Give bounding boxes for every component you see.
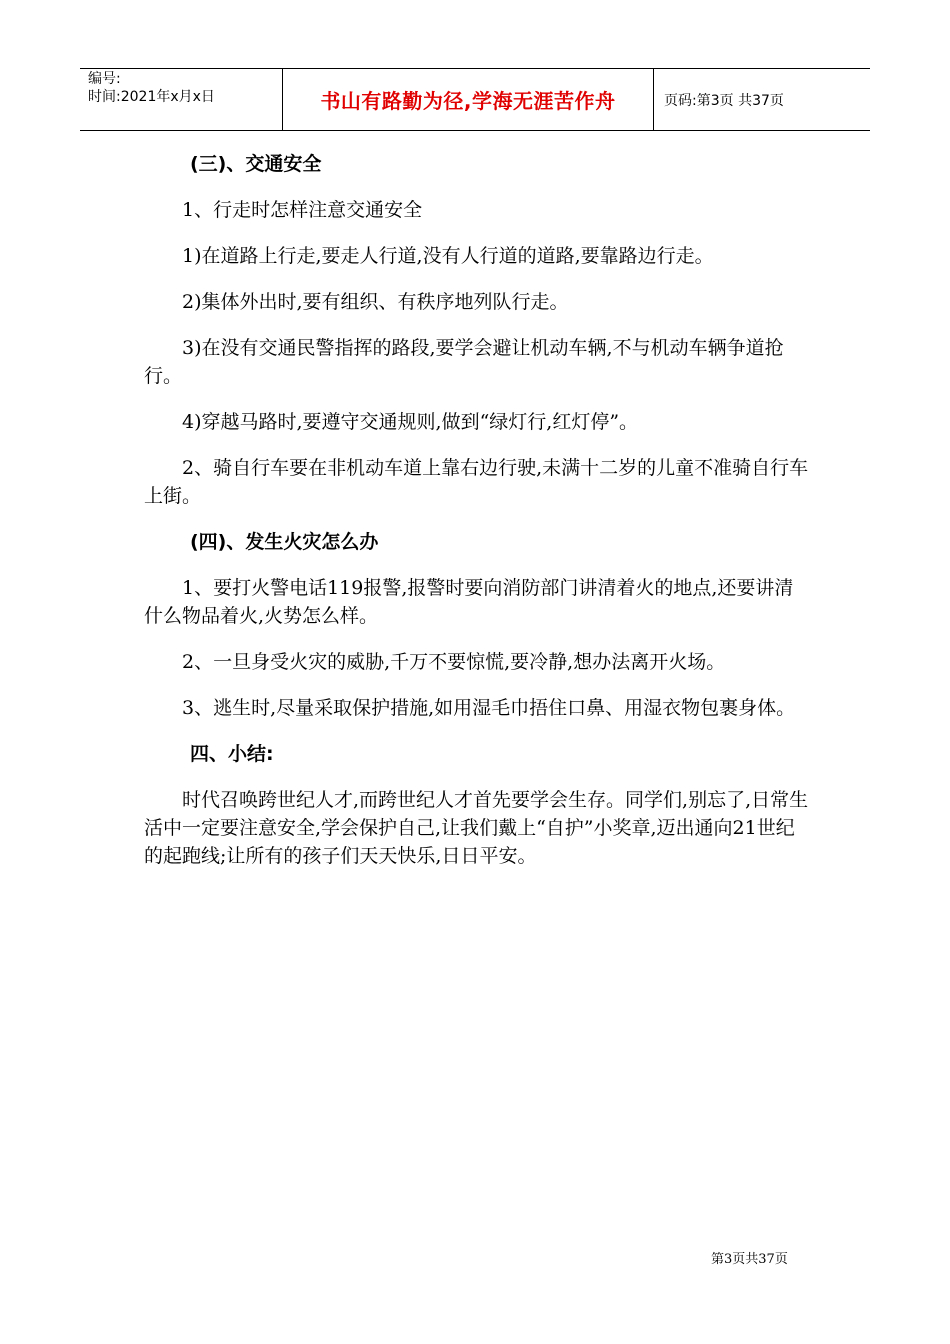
- paragraph: 3、逃生时,尽量采取保护措施,如用湿毛巾捂住口鼻、用湿衣物包裹身体。: [182, 697, 796, 719]
- paragraph: 2、一旦身受火灾的威胁,千万不要惊慌,要冷静,想办法离开火场。: [182, 651, 726, 673]
- header-page-label: 页码:第3页 共37页: [664, 92, 784, 109]
- header-motto: 书山有路勤为径,学海无涯苦作舟: [282, 69, 654, 130]
- header-meta: [80, 69, 282, 130]
- paragraph: 4)穿越马路时,要遵守交通规则,做到“绿灯行,红灯停”。: [182, 411, 639, 433]
- paragraph: 1、行走时怎样注意交通安全: [182, 199, 423, 221]
- paragraph: 2、骑自行车要在非机动车道上靠右边行驶,未满十二岁的儿童不准骑自行车上街。: [144, 457, 809, 507]
- paragraph: 1)在道路上行走,要走人行道,没有人行道的道路,要靠路边行走。: [182, 245, 714, 267]
- section-title: 四、小结:: [190, 743, 274, 765]
- paragraph: 2)集体外出时,要有组织、有秩序地列队行走。: [182, 291, 569, 313]
- paragraph: 1、要打火警电话119报警,报警时要向消防部门讲清着火的地点,还要讲清什么物品着火,火势怎么样。: [144, 577, 794, 627]
- paragraph: 时代召唤跨世纪人才,而跨世纪人才首先要学会生存。同学们,别忘了,日常生活中一定要注意安全,学会保护自己,让我们戴上“自护”小奖章,迈出通向21世纪的起跑线;让所有的孩子们天天快乐,日日平安。: [144, 789, 809, 867]
- page-header: [80, 68, 870, 131]
- document-body: [144, 150, 812, 870]
- paragraph: 3)在没有交通民警指挥的路段,要学会避让机动车辆,不与机动车辆争道抢行。: [144, 337, 784, 387]
- section-title: (三)、交通安全: [190, 153, 322, 175]
- section-title: (四)、发生火灾怎么办: [190, 531, 379, 553]
- page-footer: 第3页共37页: [711, 1252, 788, 1267]
- number-label: 编号:: [88, 71, 121, 87]
- time-label: 时间:2021年x月x日: [88, 89, 215, 105]
